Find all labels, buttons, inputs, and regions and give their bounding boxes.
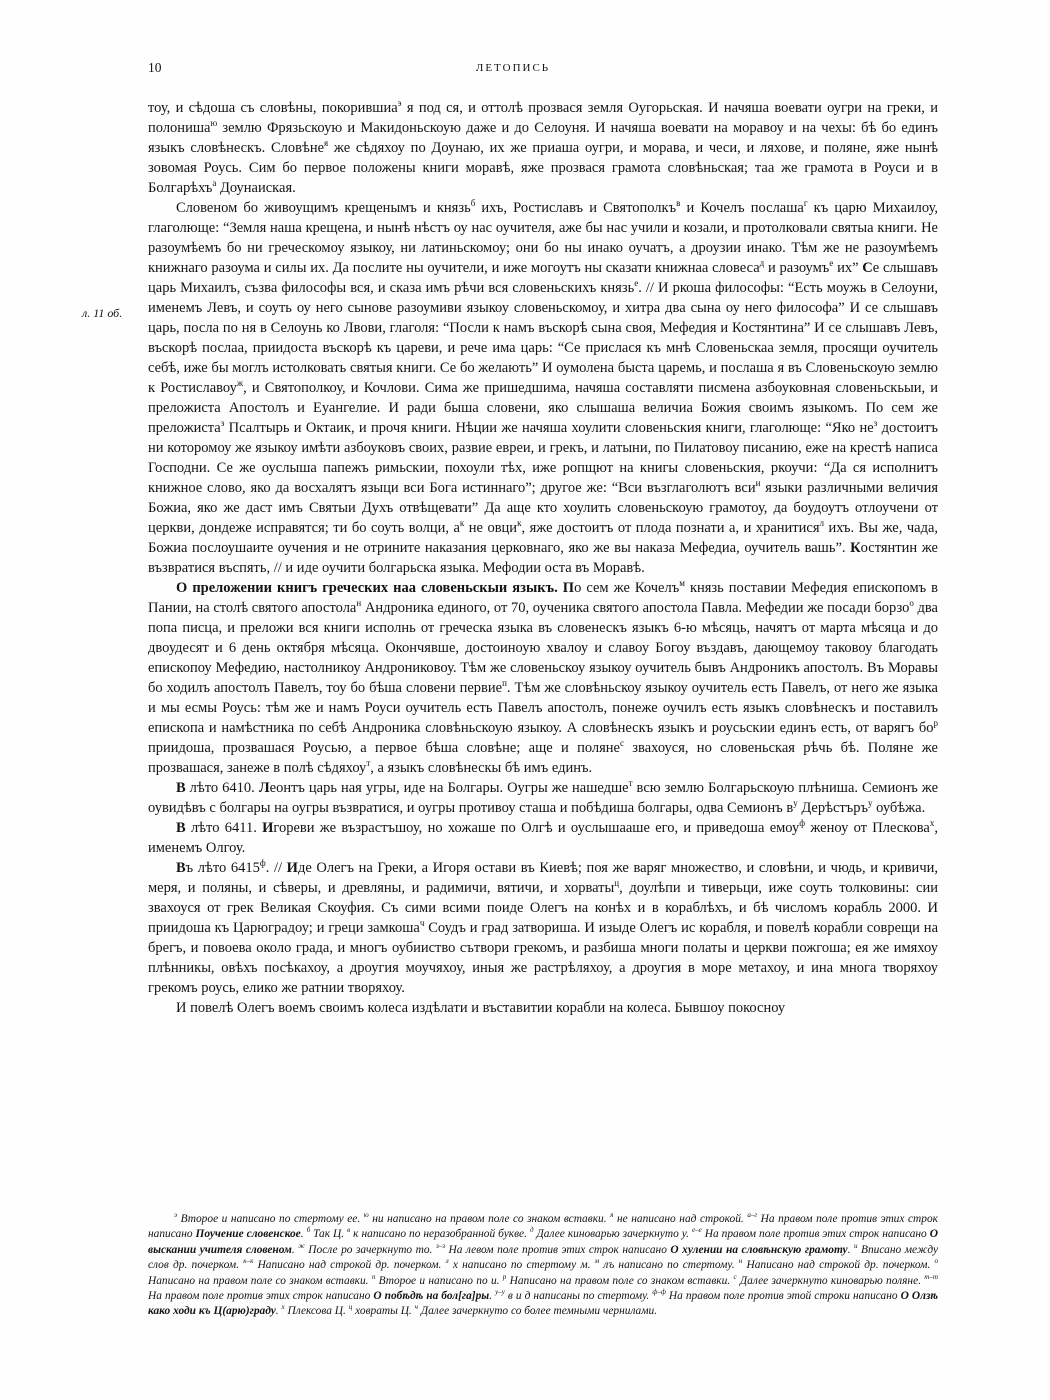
paragraph-year-6415: Въ лѣто $6415^ф$. // Иде Олегъ на Греки, а Игоря остави въ Киевѣ; поя же варяг множество, и словѣни, и чюдь, и кривичи, меря, и поляны, и сѣверы, и древляны, и радимичи, вятичи, и хорваты$^ц$, доулѣпи и тиверьци, иже соуть толковины: сии звахоуся от грек Великая Скоуфия. Съ сими всими поиде Олегъ на конѣх и в кораблѣхъ, и бѣ числомъ корабль 2000. И приидоша къ Царюградоу; и греци замкоша$^ч$ Соудъ и град затвориша. И изыде Олегъ ис корабля, и повелѣ корабли соврещи на брегъ, и повоева около града, и многъ оубииство сътвори грекомъ, и разбиша многи полаты и церкви пожгоша; ея же имяхоу плѣнникы, овѣхъ посѣкахоу, а дроугия моучяхоу, иныя же растрѣляхоу, а дроугия в море метахоу, и ина многа творяхоу грекомъ роусь, елико же ратнии творяхоу. (148, 858, 939, 996)
page-number: 10 (148, 60, 162, 75)
chronicle-text-block (148, 98, 938, 1018)
running-header-title: ЛЕТОПИСЬ (475, 62, 551, 74)
paragraph: Словеном бо живоущимъ крещенымъ и князь$^б$ ихъ, Ростиславъ и Святополкъ$^в$ и Кочелъ послаша$^г$ къ царю Михаилоу, глаголюще: “Земля наша крещена, и нынѣ нѣстъ оу нас оучителя, аже бы нас учили и козали, и протолковали святыа книги. Не разоумѣемъ бо ни греческомоу языкоу, ни латиньскомоу; они бо ны инако оучатъ, а дроузии инако. Тѣм же не разоумѣемъ книжнаго разоума и силы их. Да послите ны оучители, и иже могоутъ ны сказати книжнаа словеса$^д$ и разоумъ$^е$ их” Се слышавъ царь Михаилъ, съзва философы вся, и сказа имъ рѣчи вся словеньскихъ князь$^е$. // И ркоша философы: “Есть моужь в Селоуни, именемъ Левъ, и соуть оу него сынове разоумиви языкоу словеньскомоу, и хитра два сына оу него философа” И се слышавъ царь, посла по ня в Селоунь ко Лвови, глаголя: “Посли к намъ въскорѣ сына своя, Мефедия и Костянтина” И се слышавъ Левъ, въскорѣ послаа, приидоста въскорѣ къ цареви, и рече има царь: “Се прислася къ мнѣ Словеньскаа земля, просящи оучитель себѣ, иже бы моглъ истолковать святыя книги. Се бо желають” И оумолена быста царемь, и послаша я въ Словеньскоую землю к Ростиславоу$^ж$, и Святополкоу, и Кочлови. Сима же пришедшима, начяша составляти писмена азбоуковная словеньскьыи, и преложиста Апостолъ и Еуангелие. И ради быша словени, яко слышаша величиа Божия своимъ языкомъ. По сем же преложиста$^з$ Псалтырь и Октаик, и прочя книги. Нѣции же начяша хоулити словеньския книги, глаголюще: “Яко $не^з$ достоитъ ни которомоу же языкоу имѣти азбоуковъ своих, развие евреи, и грекъ, и латыни, по Пилатовоу писанию, еже на крестѣ написа Господни. Се же оуслыша папежъ римьскии, похоули тѣх, иже ропщют на книгы словеньския, ркоучи: “Да ся исполнитъ книжное слово, яко да восхалятъ языци вси Бога истиннаго”; другое же: “Вси възглаголютъ вси$^и$ языки различными величия Божиа, яко же даст имъ Святыи Духъ отвѣщевати” Да аще кто хоулить словеньскоую грамотоу, да боудоутъ отлоучени от церкви, дондеже исправятся; ти бо соуть волци, $а^к$ не овци$^к$, яже достоитъ от плода познати а, и хранитися$^л$ ихъ. Вы же, чада, Божиа послоушаите оучения и не отрините наказания церковнаго, яко же вы наказа Мефедиа, оучитель вашь”. Костянтин же възвратися въспять, // и иде оучити болгарьска языка. Мефодии оста въ Моравѣ. (148, 198, 939, 576)
paragraph-year-6411: В лѣто 6411. Игореви же възрастъшоу, но хожаше по Олгѣ и оуслышааше его, и приведоша емоу$^ф$ женоу от Плескова$^х$, именемъ Олгоу. (148, 818, 938, 856)
paragraph-section-heading: О преложении книгъ греческих наа словеньскыи языкъ. По сем же Кочелъ$^м$ князь поставии Мефедия епископомъ в Пании, на столѣ святого апостола$^н$ Андроника единого, от 70, оученика святого апостола Павла. Мефедии же посади борзо$^о$ два попа писца, и преложи вся книги исполнь от греческа языка въ словенескъ языкъ 6-ю мѣсяць, начятъ от марта мѣсяца и до двоудесят и 6 день октября мѣсяца. Окончявше, достоиноую хвалоу и славоу Богоу въздавъ, дающемоу таковоу благодать епископоу Мефедию, настолникоу Андрониковоу. Тѣм же словеньскоу языкоу оучитель бывъ Андроникъ апостолъ. Въ Моравы бо ходилъ апостолъ Павелъ, тоу бо бѣша словени первие$^п$. Тѣм же словѣньскоу языкоу оучитель есть Павелъ, от него же языка и мы есмы Роусь: тѣм же и намъ Роуси оучитель есть Павелъ апостолъ, понеже оучилъ есть языкъ словѣнескъ и поставилъ епископа и намѣстника по себѣ Андроника словѣньскоую языкоу. А словѣнескъ языкъ и роусьскии единъ есть, от варягъ $бо^р$ приидоша, прозвашася Роусью, а первое бѣша словѣне; аще и поляне$^с$ звахоуся, но словеньская рѣчь бѣ. Поляне же прозвашася, занеже в полѣ сѣдяхоу$^т$, а языкъ словѣнескы бѣ имъ единъ. (148, 578, 939, 776)
paragraph: И повелѣ Олегъ воемъ своимъ колеса издѣлати и въставитии корабли на колеса. Бывшоу покосноу (176, 1000, 786, 1016)
paragraph-year-6410: В лѣто 6410. Леонтъ царь ная угры, иде на Болгары. Оугры же нашедше$^т$ всю землю Болгарьскоую плѣниша. Семионъ же оувидѣвъ с болгары на оугры възвратися, и оугры противоу сташа и побѣдиша болгары, одва Семионъ $в^у$ Дерѣстъръ$^у$ оубѣжа. (148, 778, 939, 816)
critical-apparatus-footnotes: $^э$ Второе и написано по стертому ее. $^ю$ ни написано на правом поле со знаком вставки. $^я$ не написано над строкой. $^{а-г}$ На правом поле против этих строк написано Поучение словенское. $^б$ Так Ц. $^в$ к написано по неразобранной букве. $^д$ Далее киноварью зачеркнуто у. $^{е-е}$ На правом поле против этих строк написано О выскании учителя словеном. $^ж$ После ро зачеркнуто то. $^{з-з}$ На левом поле против этих строк написано О хулении на словѣнскую грамоту. $^и$ Вписано между слов др. почерком. $^{к-к}$ Написано над строкой др. почерком. $^л$ х написано по стертому м. $^м$ лъ написано по стертому. $^н$ Написано над строкой др. почерком. $^о$ Написано на правом поле со знаком вставки. $^п$ Второе и написано по и. $^р$ Написано на правом поле со знаком вставки. $^с$ Далее зачеркнуто киноварью поляне. $^{т-т}$ На правом поле против этих строк написано О побѣдѣ на бол[га]ры. $^{у-у}$ в и д написаны по стертому. $^{ф-ф}$ На правом поле против этой строки написано О Олзѣ како ходи къ Ц(арю)граду. $^х$ Плексова Ц. $^ц$ ховраты Ц. $^ч$ Далее зачеркнуто со более темными чернилами. (148, 1211, 939, 1318)
running-head (148, 60, 938, 78)
paragraph: тоу, и сѣдоша съ словѣны, покорившиа$^э$ я под ся, и оттолѣ прозвася земля Оугорьская. И начяша воевати оугри на греки, и полониша$^ю$ землю Фрязьскоую и Макидоньскоую даже и до Селоуня. И начяша воевати на моравоу и на чехы: бѣ бо единъ языкъ словѣнескъ. Словѣне$^я$ же сѣдяхоу по Доунаю, их же приаша оугри, и морава, и чеси, и ляхове, и поляне, яже нынѣ зовомая Роусь. Сим бо первое положены книги моравѣ, яже прозвася грамота словѣньская; таа же грамота в Роуси и в Болгарѣхъ$^а$ Доунаиская. (148, 98, 938, 196)
folio-margin-note: л. 11 об. (82, 306, 123, 320)
